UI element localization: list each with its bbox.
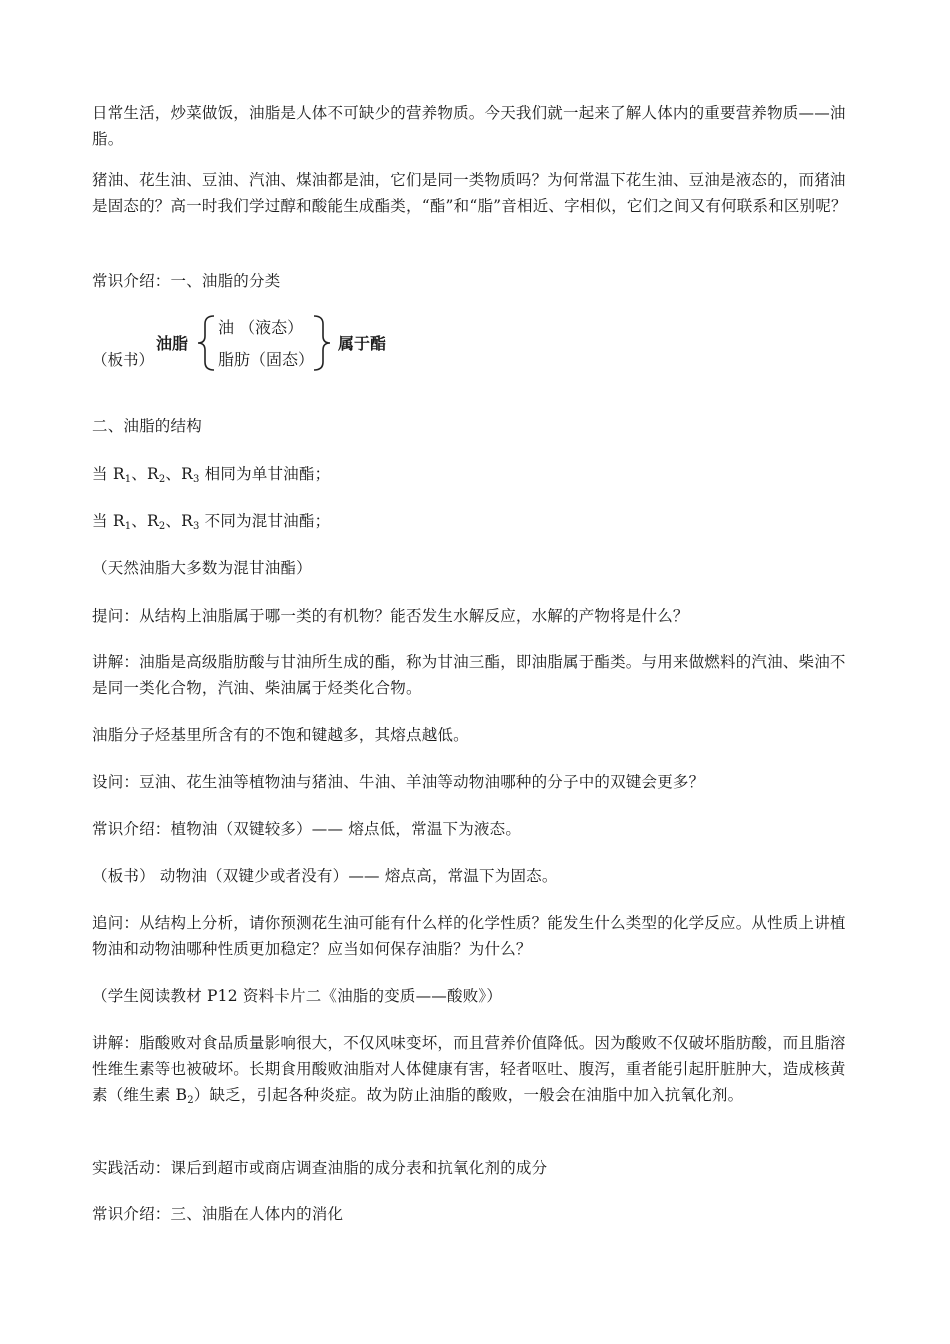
classification-diagram	[92, 310, 432, 380]
left-brace-icon	[198, 316, 214, 370]
right-brace-icon	[314, 316, 330, 370]
explain-rancidity-part1: 讲解：脂酸败对食品质量影响很大，不仅风味变坏，而且营养价值降低。因为酸败不仅破坏脂肪酸，而且脂溶性维生素等也被破坏。长期食用酸败油脂对人体健康有害，轻者呕吐、腹泻，重者能引起肝脏肿大，造成核黄素（维生素 B	[92, 1034, 846, 1104]
paragraph-natural-note: （天然油脂大多数为混甘油酯）	[92, 559, 312, 577]
single-suffix: 相同为单甘油酯；	[199, 465, 331, 483]
heading-digestion: 常识介绍：三、油脂在人体内的消化	[92, 1205, 344, 1223]
paragraph-plant-oil: 常识介绍：植物油（双键较多）—— 熔点低，常温下为液态。	[92, 820, 522, 838]
diagram-result-label: 属于酯	[338, 334, 387, 353]
diagram-oil-label: 油 （液态）	[218, 318, 304, 337]
paragraph-follow-up: 追问：从结构上分析，请你预测花生油可能有什么样的化学性质？能发生什么类型的化学反应。从性质上讲植物油和动物油哪种性质更加稳定？应当如何保存油脂？为什么？	[92, 914, 846, 958]
paragraph-explain-ester: 讲解：油脂是高级脂肪酸与甘油所生成的酯，称为甘油三酯，即油脂属于酯类。与用来做燃料的汽油、柴油不是同一类化合物，汽油、柴油属于烃类化合物。	[92, 653, 846, 697]
paragraph-practice: 实践活动：课后到超市或商店调查油脂的成分表和抗氧化剂的成分	[92, 1159, 548, 1177]
single-prefix: 当 R	[92, 465, 125, 483]
single-r1-subscript: 1	[124, 474, 132, 485]
mixed-r1-subscript: 1	[124, 521, 132, 532]
paragraph-reading: （学生阅读教材 P12 资料卡片二《油脂的变质——酸败》）	[92, 987, 503, 1005]
mixed-sep2: 、R	[165, 512, 193, 530]
board-label: （板书）	[92, 351, 155, 369]
diagram-fat-label: 脂肪（固态）	[218, 350, 315, 369]
paragraph-intro: 日常生活，炒菜做饭，油脂是人体不可缺少的营养物质。今天我们就一起来了解人体内的重要营养物质——油脂。	[92, 104, 846, 148]
paragraph-mixed-glyceride	[92, 508, 857, 534]
paragraph-animal-oil: （板书） 动物油（双键少或者没有）—— 熔点高，常温下为固态。	[92, 867, 558, 885]
paragraph-melting-point: 油脂分子烃基里所含有的不饱和键越多，其熔点越低。	[92, 726, 469, 744]
paragraph-explain-rancidity	[92, 1030, 857, 1108]
mixed-prefix: 当 R	[92, 512, 125, 530]
mixed-r3-subscript: 3	[192, 521, 200, 532]
mixed-r2-subscript: 2	[158, 521, 166, 532]
diagram-root-label: 油脂	[156, 334, 189, 353]
mixed-suffix: 不同为混甘油酯；	[199, 512, 331, 530]
heading-classification: 常识介绍：一、油脂的分类	[92, 272, 281, 290]
single-sep2: 、R	[165, 465, 193, 483]
mixed-sep1: 、R	[131, 512, 159, 530]
single-r3-subscript: 3	[192, 474, 200, 485]
paragraph-set-question: 设问：豆油、花生油等植物油与猪油、牛油、羊油等动物油哪种的分子中的双键会更多？	[92, 773, 705, 791]
single-r2-subscript: 2	[158, 474, 166, 485]
paragraph-question: 猪油、花生油、豆油、汽油、煤油都是油，它们是同一类物质吗？为何常温下花生油、豆油是液态的，而猪油是固态的？高一时我们学过醇和酸能生成酯类，“酯”和“脂”音相近、字相似，它们之间又有何联系和区别呢？	[92, 171, 847, 215]
paragraph-single-glyceride	[92, 461, 857, 487]
explain-rancidity-part2: ）缺乏，引起各种炎症。故为防止油脂的酸败，一般会在油脂中加入抗氧化剂。	[193, 1086, 744, 1104]
paragraph-ask: 提问：从结构上油脂属于哪一类的有机物？能否发生水解反应，水解的产物将是什么？	[92, 607, 689, 625]
single-sep1: 、R	[131, 465, 159, 483]
vitamin-b2-subscript: 2	[187, 1095, 194, 1106]
heading-structure: 二、油脂的结构	[92, 417, 202, 435]
